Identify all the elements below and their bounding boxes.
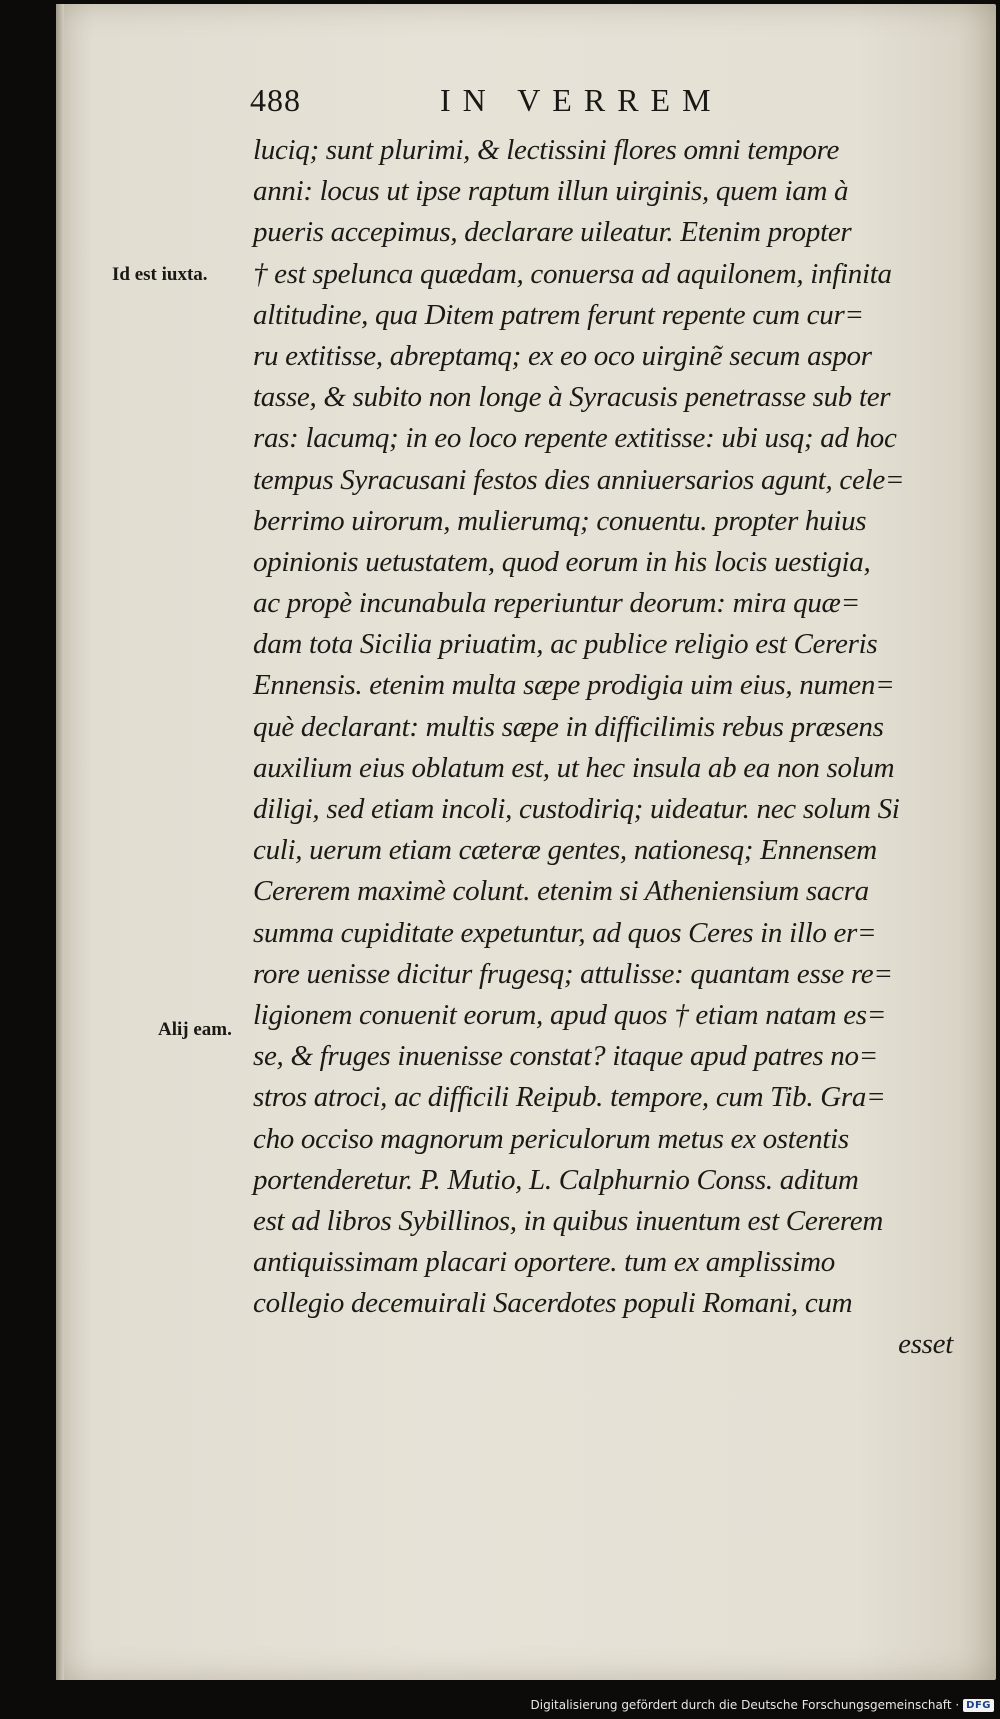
- text-line: altitudine, qua Ditem patrem ferunt repente cum cur=: [253, 298, 864, 331]
- text-line: cho occiso magnorum periculorum metus ex ostentis: [253, 1122, 849, 1155]
- text-line: ligionem conuenit eorum, apud quos † etiam natam es=: [253, 998, 887, 1031]
- credit-text: Digitalisierung gefördert durch die Deutsche Forschungsgemeinschaft ·: [530, 1698, 960, 1712]
- text-line: collegio decemuirali Sacerdotes populi Romani, cum: [253, 1287, 853, 1320]
- page-header: [250, 82, 810, 122]
- margin-note: Alij eam.: [158, 1019, 232, 1040]
- margin-note: Id est iuxta.: [112, 264, 208, 285]
- text-line: auxilium eius oblatum est, ut hec insula ab ea non solum: [253, 751, 895, 784]
- text-line: opinionis uetustatem, quod eorum in his locis uestigia,: [253, 545, 871, 578]
- text-line: Ennensis. etenim multa sæpe prodigia uim eius, numen=: [253, 669, 895, 702]
- page-number: 488: [250, 82, 301, 118]
- page-gutter-shadow: [56, 4, 64, 1680]
- catchword: esset: [898, 1328, 953, 1361]
- text-line: ac propè incunabula reperiuntur deorum: mira quæ=: [253, 587, 860, 620]
- text-line: anni: locus ut ipse raptum illun uirginis, quem iam à: [253, 175, 849, 208]
- text-line: ras: lacumq; in eo loco repente extitisse: ubi usq; ad hoc: [253, 422, 897, 455]
- text-line: est ad libros Sybillinos, in quibus inuentum est Cererem: [253, 1204, 884, 1237]
- text-line: tasse, & subito non longe à Syracusis penetrasse sub ter: [253, 381, 891, 414]
- text-line: diligi, sed etiam incoli, custodiriq; uideatur. nec solum Si: [253, 793, 900, 825]
- text-line: † est spelunca quædam, conuersa ad aquilonem, infinita: [253, 257, 892, 290]
- text-line: summa cupiditate expetuntur, ad quos Ceres in illo er=: [253, 916, 877, 949]
- text-line: berrimo uirorum, mulierumq; conuentu. propter huius: [253, 504, 867, 537]
- digitization-credit: [531, 1694, 994, 1716]
- dfg-logo-icon: DFG: [963, 1699, 994, 1712]
- text-line: luciq; sunt plurimi, & lectissini flores omni tempore: [253, 134, 840, 166]
- text-line: ru extitisse, abreptamq; ex eo oco uirginẽ secum aspor: [253, 339, 872, 372]
- text-line: tempus Syracusani festos dies anniuersarios agunt, cele=: [253, 463, 905, 496]
- body-text: [253, 130, 953, 1366]
- text-line: rore uenisse dicitur frugesq; attulisse: quantam esse re=: [253, 957, 893, 990]
- text-line: se, & fruges inuenisse constat? itaque apud patres no=: [253, 1040, 878, 1073]
- text-line: antiquissimam placari oportere. tum ex amplissimo: [253, 1246, 835, 1279]
- text-line: Cererem maximè colunt. etenim si Atheniensium sacra: [253, 875, 869, 908]
- text-line: portenderetur. P. Mutio, L. Calphurnio Conss. aditum: [253, 1163, 859, 1196]
- running-title: IN VERREM: [440, 82, 723, 118]
- text-line: culi, uerum etiam cæteræ gentes, nationesq; Ennensem: [253, 834, 877, 867]
- text-line: dam tota Sicilia priuatim, ac publice religio est Cereris: [253, 628, 878, 661]
- text-line: stros atroci, ac difficili Reipub. tempore, cum Tib. Gra=: [253, 1081, 886, 1114]
- text-line: pueris accepimus, declarare uileatur. Etenim propter: [253, 216, 852, 249]
- text-line: què declarant: multis sæpe in difficilimis rebus præsens: [253, 710, 884, 743]
